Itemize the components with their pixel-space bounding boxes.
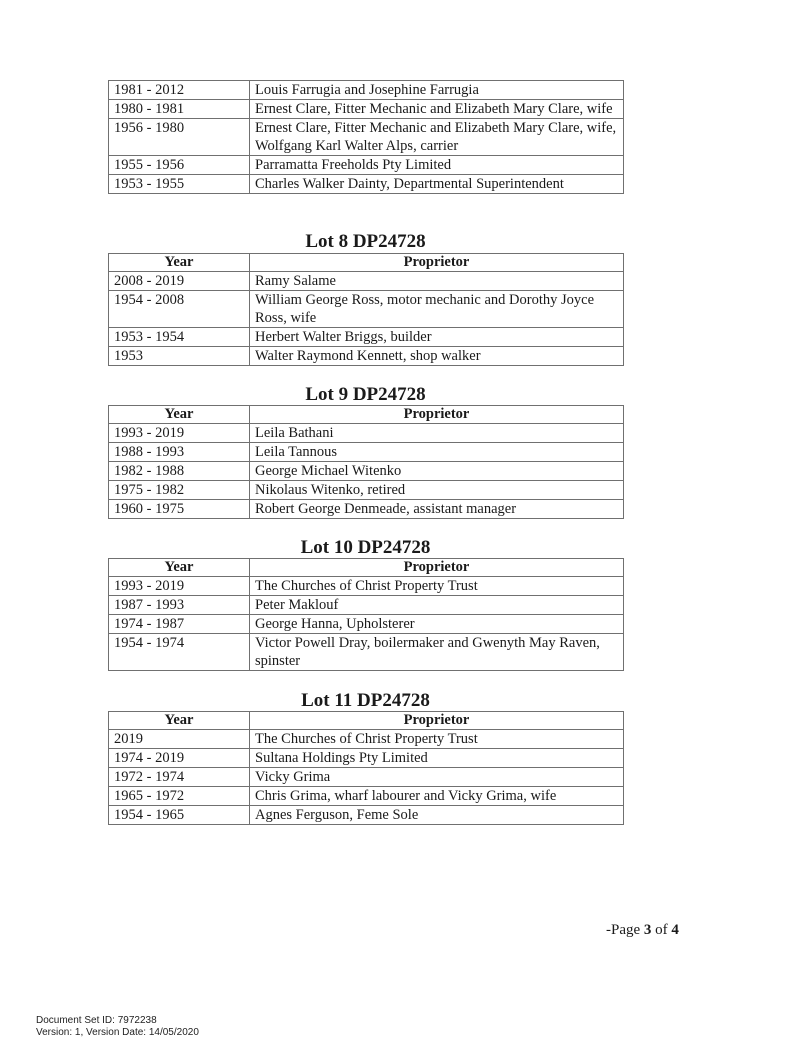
table-header-row	[109, 712, 624, 730]
table-row	[109, 596, 624, 615]
table-row	[109, 787, 624, 806]
year-cell: 1981 - 2012	[109, 81, 250, 100]
year-cell: 1988 - 1993	[109, 443, 250, 462]
proprietor-cell: Agnes Ferguson, Feme Sole	[250, 806, 624, 825]
table-row	[109, 291, 624, 328]
lot-10-title: Lot 10 DP24728	[300, 537, 431, 558]
year-cell: 1960 - 1975	[109, 500, 250, 519]
page-number-separator: of	[651, 922, 672, 938]
table-row	[109, 462, 624, 481]
proprietor-header: Proprietor	[250, 712, 624, 730]
lot-11-title: Lot 11 DP24728	[301, 690, 430, 711]
proprietor-cell: Robert George Denmeade, assistant manager	[250, 500, 624, 519]
year-cell: 1953 - 1955	[109, 175, 250, 194]
page-number	[606, 921, 679, 939]
proprietor-header: Proprietor	[250, 406, 624, 424]
proprietor-cell: Ernest Clare, Fitter Mechanic and Elizabeth Mary Clare, wife	[250, 100, 624, 119]
year-header: Year	[109, 406, 250, 424]
year-cell: 2019	[109, 730, 250, 749]
lot-9-table	[108, 405, 624, 519]
proprietor-cell: Ernest Clare, Fitter Mechanic and Elizabeth Mary Clare, wife, Wolfgang Karl Walter Alps, carrier	[250, 119, 624, 156]
proprietor-cell: Charles Walker Dainty, Departmental Superintendent	[250, 175, 624, 194]
year-header: Year	[109, 559, 250, 577]
lot-8-title: Lot 8 DP24728	[305, 231, 426, 252]
proprietor-cell: Peter Maklouf	[250, 596, 624, 615]
lot-9-title: Lot 9 DP24728	[305, 384, 426, 405]
proprietor-cell: Chris Grima, wharf labourer and Vicky Grima, wife	[250, 787, 624, 806]
year-cell: 1987 - 1993	[109, 596, 250, 615]
table-row	[109, 347, 624, 366]
year-cell: 1993 - 2019	[109, 424, 250, 443]
table-row	[109, 443, 624, 462]
year-cell: 1974 - 2019	[109, 749, 250, 768]
lot-11-table	[108, 711, 624, 825]
year-cell: 1982 - 1988	[109, 462, 250, 481]
year-cell: 1953 - 1954	[109, 328, 250, 347]
proprietor-header: Proprietor	[250, 559, 624, 577]
proprietor-cell: Ramy Salame	[250, 272, 624, 291]
year-cell: 1953	[109, 347, 250, 366]
year-cell: 1972 - 1974	[109, 768, 250, 787]
version-info: Version: 1, Version Date: 14/05/2020	[36, 1027, 199, 1038]
proprietor-cell: William George Ross, motor mechanic and Dorothy Joyce Ross, wife	[250, 291, 624, 328]
table-header-row	[109, 254, 624, 272]
year-header: Year	[109, 712, 250, 730]
table-row	[109, 156, 624, 175]
document-set-id: Document Set ID: 7972238	[36, 1015, 157, 1026]
proprietor-cell: Walter Raymond Kennett, shop walker	[250, 347, 624, 366]
table-row	[109, 577, 624, 596]
year-cell: 1965 - 1972	[109, 787, 250, 806]
table-row	[109, 615, 624, 634]
year-header: Year	[109, 254, 250, 272]
table-row	[109, 119, 624, 156]
table-row	[109, 634, 624, 671]
table-row	[109, 749, 624, 768]
year-cell: 2008 - 2019	[109, 272, 250, 291]
page-number-prefix: -Page	[606, 922, 644, 938]
proprietor-cell: Vicky Grima	[250, 768, 624, 787]
table-row	[109, 81, 624, 100]
table-row	[109, 730, 624, 749]
proprietor-cell: Sultana Holdings Pty Limited	[250, 749, 624, 768]
proprietor-cell: Louis Farrugia and Josephine Farrugia	[250, 81, 624, 100]
proprietor-cell: The Churches of Christ Property Trust	[250, 577, 624, 596]
proprietor-cell: Leila Bathani	[250, 424, 624, 443]
year-cell: 1954 - 1974	[109, 634, 250, 671]
table-header-row	[109, 559, 624, 577]
year-cell: 1980 - 1981	[109, 100, 250, 119]
page-number-total: 4	[671, 922, 679, 938]
page-number-current: 3	[643, 922, 652, 938]
document-footer	[36, 1015, 199, 1039]
year-cell: 1954 - 1965	[109, 806, 250, 825]
table-row	[109, 100, 624, 119]
proprietor-cell: George Hanna, Upholsterer	[250, 615, 624, 634]
table-row	[109, 806, 624, 825]
year-cell: 1955 - 1956	[109, 156, 250, 175]
proprietor-cell: Leila Tannous	[250, 443, 624, 462]
year-cell: 1954 - 2008	[109, 291, 250, 328]
table-row	[109, 175, 624, 194]
lot-10-table	[108, 558, 624, 671]
table-row	[109, 272, 624, 291]
year-cell: 1956 - 1980	[109, 119, 250, 156]
table-row	[109, 481, 624, 500]
table-row	[109, 424, 624, 443]
lot-8-table	[108, 253, 624, 366]
year-cell: 1974 - 1987	[109, 615, 250, 634]
proprietor-cell: Victor Powell Dray, boilermaker and Gwenyth May Raven, spinster	[250, 634, 624, 671]
proprietor-header: Proprietor	[250, 254, 624, 272]
table-row	[109, 500, 624, 519]
table-header-row	[109, 406, 624, 424]
year-cell: 1975 - 1982	[109, 481, 250, 500]
proprietor-cell: Parramatta Freeholds Pty Limited	[250, 156, 624, 175]
proprietor-cell: The Churches of Christ Property Trust	[250, 730, 624, 749]
proprietor-cell: Nikolaus Witenko, retired	[250, 481, 624, 500]
proprietor-cell: Herbert Walter Briggs, builder	[250, 328, 624, 347]
table-row	[109, 768, 624, 787]
proprietor-cell: George Michael Witenko	[250, 462, 624, 481]
year-cell: 1993 - 2019	[109, 577, 250, 596]
lot-7-continued-table	[108, 80, 624, 194]
table-row	[109, 328, 624, 347]
